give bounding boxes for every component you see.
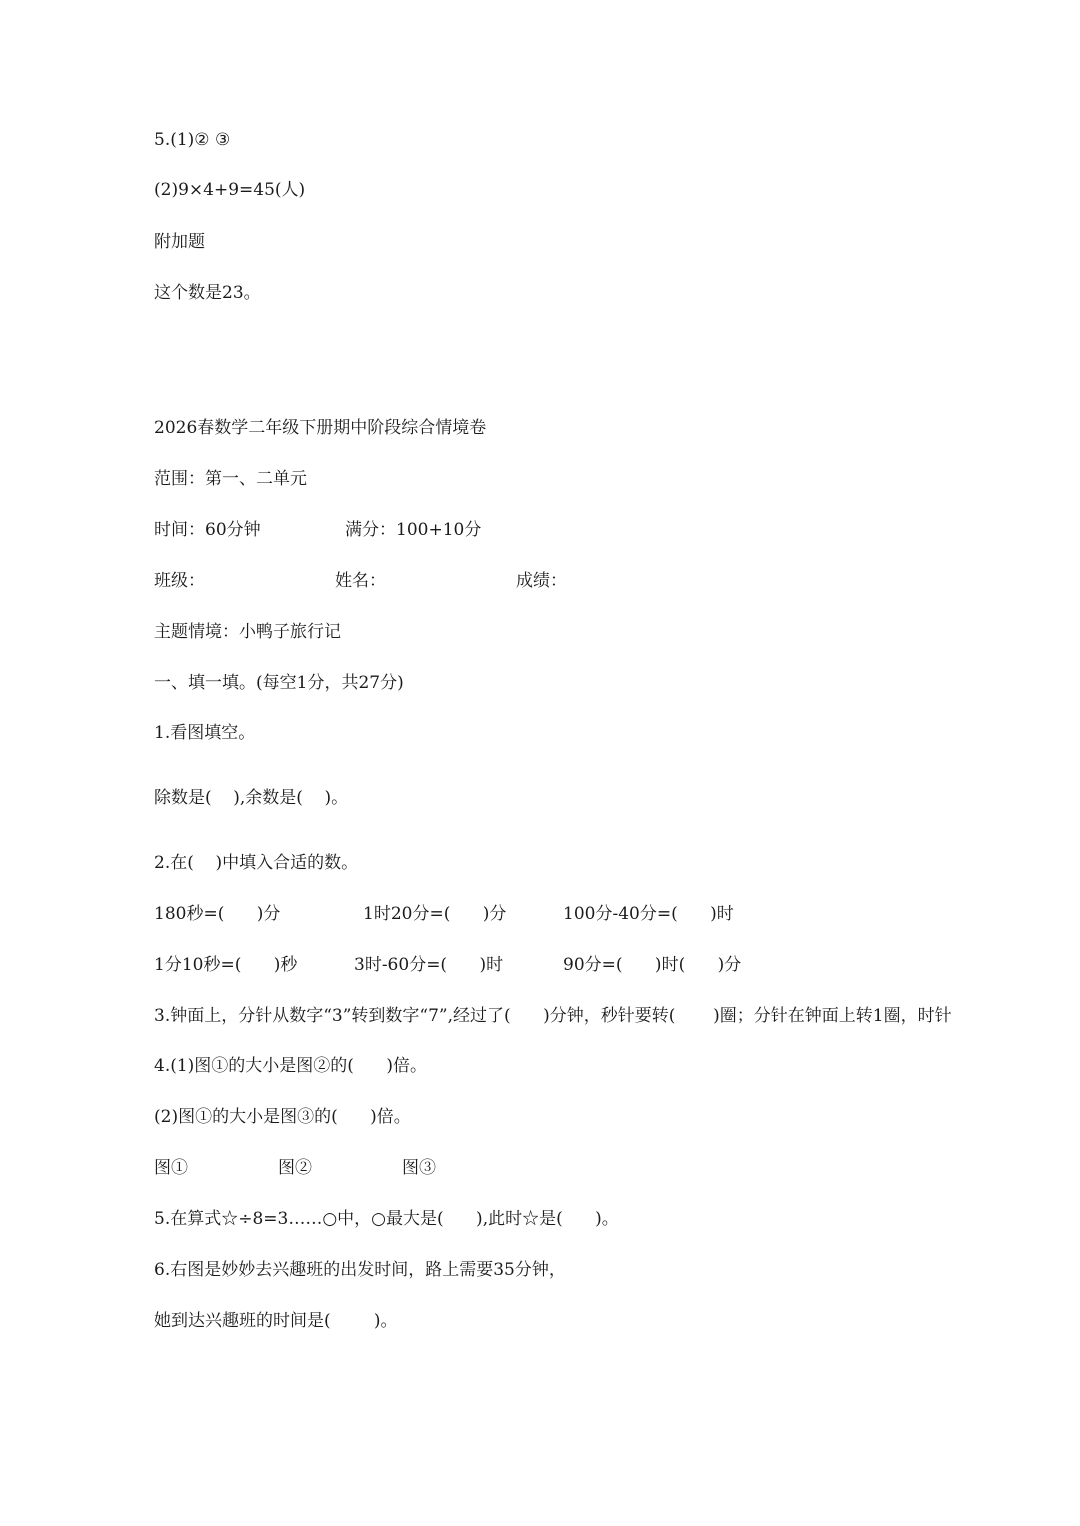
exam-time: 时间：60分钟 [154,520,261,540]
q2-row1-item: 180秒=( )分 [154,904,281,924]
bonus-title: 附加题 [154,232,205,252]
figure-label: 图③ [402,1158,436,1178]
q2-row1-item: 100分-40分=( )时 [563,904,734,924]
q2-row2-item: 90分=( )时( )分 [563,955,742,975]
q6-part2: 她到达兴趣班的时间是( )。 [154,1311,398,1331]
q5-text: 5.在算式☆÷8=3……○中，○最大是( ),此时☆是( )。 [154,1209,619,1229]
score-label: 成绩： [516,571,567,591]
bonus-answer: 这个数是23。 [154,283,261,303]
q2-row1-item: 1时20分=( )分 [363,904,507,924]
q1-title: 1.看图填空。 [154,723,256,743]
exam-full-score: 满分：100+10分 [345,520,482,540]
q1-text: 除数是( ),余数是( )。 [154,788,349,808]
q4-part2: (2)图①的大小是图③的( )倍。 [154,1107,411,1127]
section1-title: 一、填一填。(每空1分，共27分) [154,673,404,693]
theme: 主题情境：小鸭子旅行记 [154,622,341,642]
exam-title: 2026春数学二年级下册期中阶段综合情境卷 [154,418,487,438]
q6-part1: 6.右图是妙妙去兴趣班的出发时间，路上需要35分钟， [154,1260,566,1280]
name-label: 姓名： [335,571,386,591]
q3-text: 3.钟面上，分针从数字“3”转到数字“7”,经过了( )分钟，秒针要转( )圈；分针在钟面上转1圈，时针 [154,1006,952,1026]
figure-label: 图① [154,1158,188,1178]
class-label: 班级： [154,571,205,591]
answer-q5-part1: 5.(1)② ③ [154,130,231,150]
q2-title: 2.在( )中填入合适的数。 [154,853,359,873]
answer-q5-part2: (2)9×4+9=45(人) [154,180,306,200]
q4-part1: 4.(1)图①的大小是图②的( )倍。 [154,1056,427,1076]
exam-scope: 范围：第一、二单元 [154,469,307,489]
q2-row2-item: 1分10秒=( )秒 [154,955,298,975]
q2-row2-item: 3时-60分=( )时 [354,955,504,975]
figure-label: 图② [278,1158,312,1178]
